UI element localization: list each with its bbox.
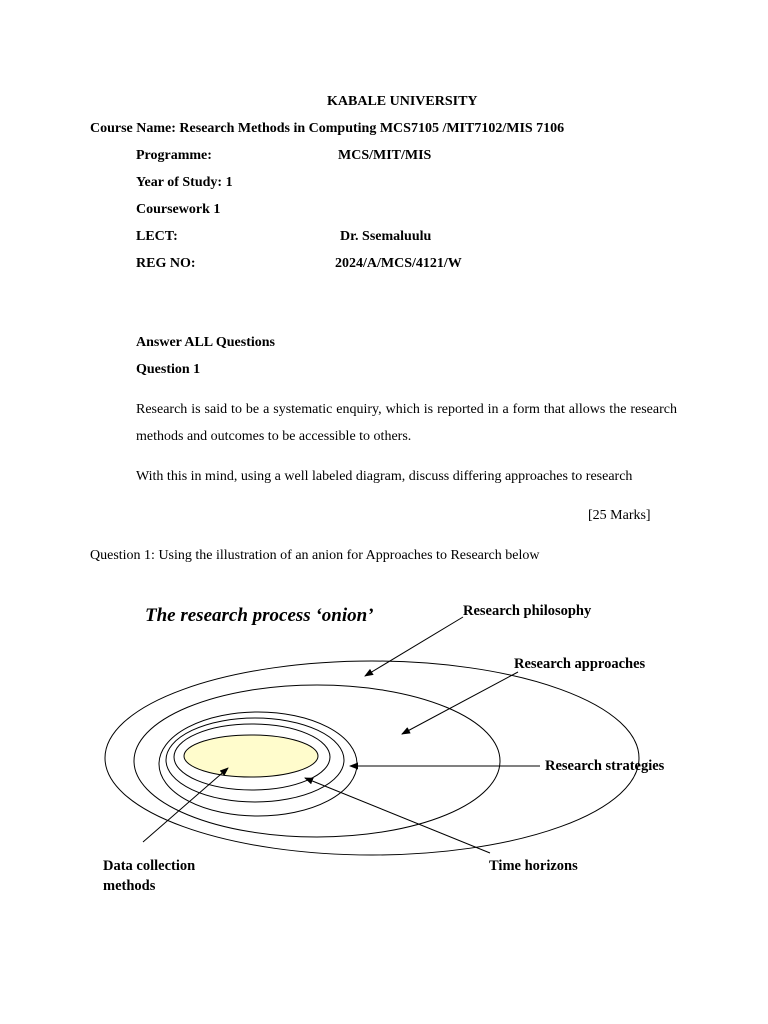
reg-no-label: REG NO: (136, 256, 196, 271)
programme-label: Programme: (136, 148, 212, 163)
marks: [25 Marks] (588, 508, 651, 523)
question-text-2: With this in mind, using a well labeled diagram, discuss differing approaches to research (136, 469, 633, 484)
programme-value: MCS/MIT/MIS (338, 148, 432, 163)
reg-no-value: 2024/A/MCS/4121/W (335, 256, 462, 271)
core-data-collection (184, 735, 318, 777)
label-time-horizons: Time horizons (489, 858, 578, 874)
label-research-strategies: Research strategies (545, 758, 665, 774)
label-data-collection-2: methods (103, 878, 156, 894)
label-research-philosophy: Research philosophy (463, 603, 592, 619)
question-heading: Question 1 (136, 362, 201, 377)
course-name: Course Name: Research Methods in Computing MCS7105 /MIT7102/MIS 7106 (90, 121, 565, 136)
research-onion-diagram (0, 580, 768, 920)
lecturer-value: Dr. Ssemaluulu (340, 229, 432, 244)
lecturer-label: LECT: (136, 229, 178, 244)
label-data-collection-1: Data collection (103, 858, 196, 874)
answer-intro: Question 1: Using the illustration of an anion for Approaches to Research below (90, 548, 540, 563)
university-name: KABALE UNIVERSITY (327, 94, 478, 109)
arrow-philosophy (365, 617, 463, 676)
year-of-study: Year of Study: 1 (136, 175, 233, 190)
diagram-title: The research process ‘onion’ (145, 605, 374, 626)
arrow-data-collection (143, 768, 228, 842)
instructions: Answer ALL Questions (136, 335, 275, 350)
arrow-time-horizons (305, 778, 490, 853)
coursework-label: Coursework 1 (136, 202, 221, 217)
arrow-approaches (402, 672, 518, 734)
question-text-1: Research is said to be a systematic enquiry, which is reported in a form that allows the research methods and outcomes to be accessible to others. (136, 402, 677, 444)
label-research-approaches: Research approaches (514, 656, 646, 672)
